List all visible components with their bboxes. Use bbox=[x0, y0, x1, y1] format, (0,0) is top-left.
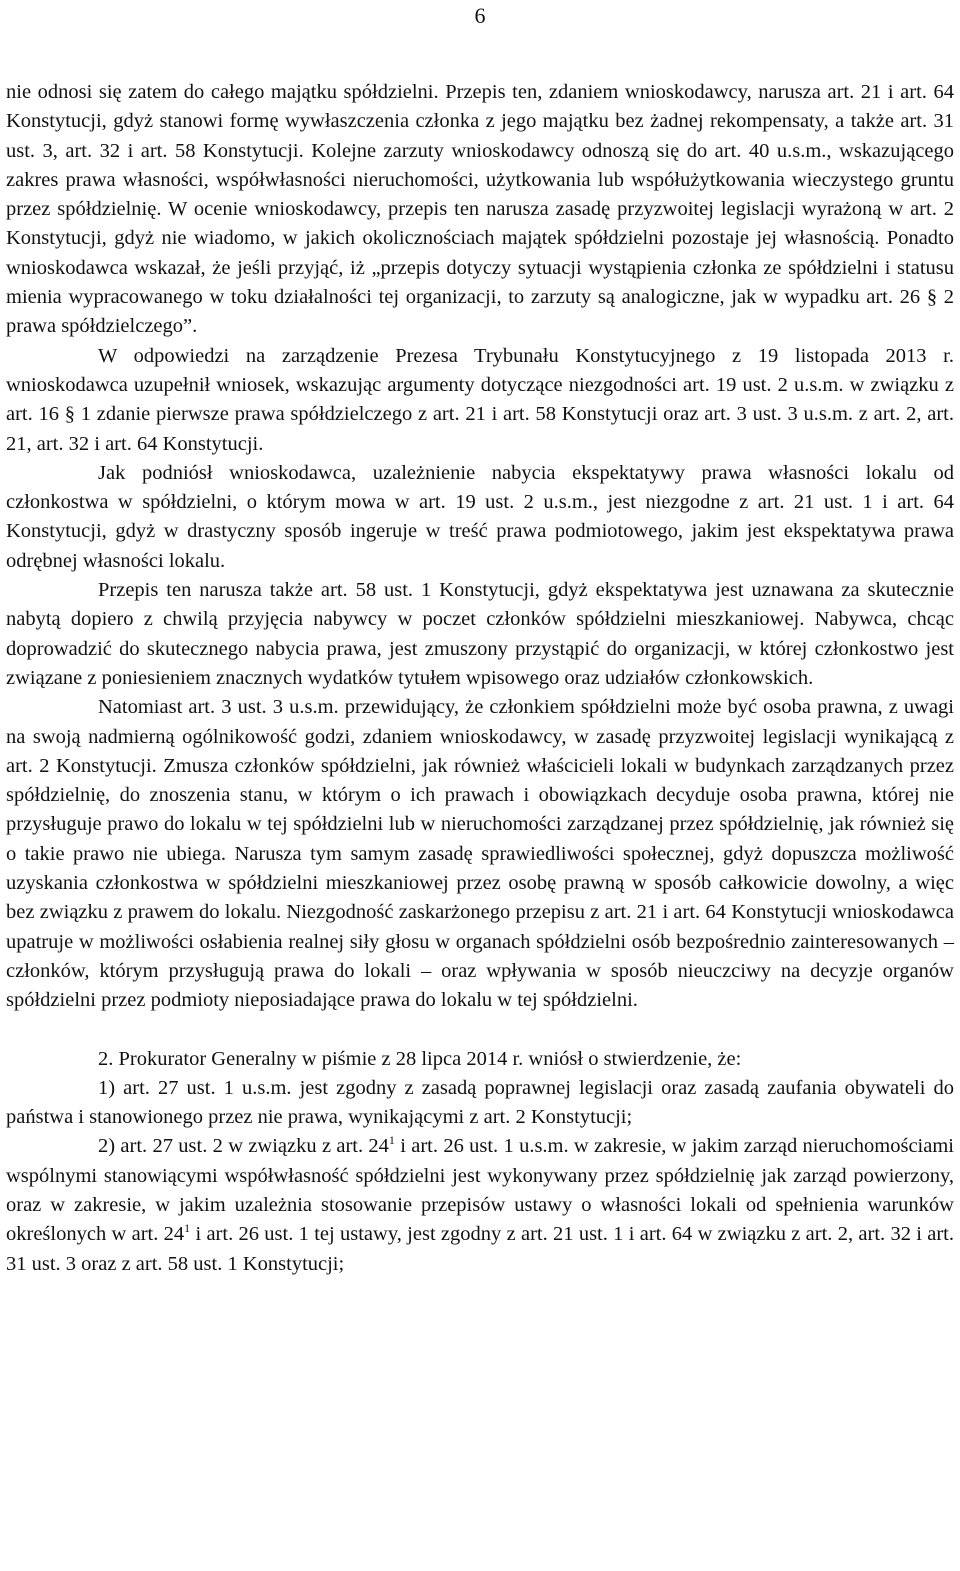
document-body bbox=[6, 78, 954, 1279]
paragraph-4: Przepis ten narusza także art. 58 ust. 1 Konstytucji, gdyż ekspektatywa jest uznawana za skutecznie nabytą dopiero z chwilą przyjęcia nabywcy w poczet członków spółdzielni mieszkaniowej. Nabywca, chcąc doprowadzić do skutecznego nabycia prawa, jest zmuszony przystąpić do organizacji, w której członkostwo jest związane z poniesieniem znacznych wydatków tytułem wpisowego oraz udziałów członkowskich. bbox=[6, 579, 954, 689]
paragraph-1: nie odnosi się zatem do całego majątku spółdzielni. Przepis ten, zdaniem wnioskodawcy, narusza art. 21 i art. 64 Konstytucji, gdyż stanowi formę wywłaszczenia członka z jego majątku bez żadnej rekompensaty, a także art. 31 ust. 3, art. 32 i art. 58 Konstytucji. Kolejne zarzuty wnioskodawcy odnoszą się do art. 40 u.s.m., wskazującego zakres prawa własności, współwłasności nieruchomości, użytkowania lub współużytkowania wieczystego gruntu przez spółdzielnię. W ocenie wnioskodawcy, przepis ten narusza zasadę przyzwoitej legislacji wyrażoną w art. 2 Konstytucji, gdyż nie wiadomo, w jakich okolicznościach majątek spółdzielni pozostaje jej własnością. Ponadto wnioskodawca wskazał, że jeśli przyjąć, iż „przepis dotyczy sytuacji wystąpienia członka ze spółdzielni i statusu mienia wypracowanego w toku działalności tej organizacji, to zarzuty są analogiczne, jak w wypadku art. 26 § 2 prawa spółdzielczego”. bbox=[6, 81, 954, 338]
list-item-2-part-1: 2) art. 27 ust. 2 w związku z art. 24 bbox=[98, 1135, 389, 1158]
page-number: 6 bbox=[474, 3, 486, 28]
list-item-1: 1) art. 27 ust. 1 u.s.m. jest zgodny z zasadą poprawnej legislacji oraz zasadą zaufania obywateli do państwa i stanowionego przez nie prawa, wynikającymi z art. 2 Konstytucji; bbox=[6, 1076, 954, 1129]
paragraph-prokurator: 2. Prokurator Generalny w piśmie z 28 lipca 2014 r. wniósł o stwierdzenie, że: bbox=[98, 1047, 742, 1070]
list-item-2-part-2: i art. 26 ust. 1 u.s.m. w zakresie, w jakim zarząd nieruchomościami wspólnymi stanowiącymi współwłasność spółdzielni jest wykonywany przez spółdzielnię jak zarząd powierzony, oraz w zakresie, w jakim uzależnia stosowanie przepisów ustawy o własności lokali od spełnienia warunków określonych w art. 24 bbox=[6, 1135, 954, 1246]
paragraph-gap bbox=[6, 1016, 954, 1045]
paragraph-2: W odpowiedzi na zarządzenie Prezesa Trybunału Konstytucyjnego z 19 listopada 2013 r. wnioskodawca uzupełnił wniosek, wskazując argumenty dotyczące niezgodności art. 19 ust. 2 u.s.m. w związku z art. 16 § 1 zdanie pierwsze prawa spółdzielczego z art. 21 i art. 58 Konstytucji oraz art. 3 ust. 3 u.s.m. z art. 2, art. 21, art. 32 i art. 64 Konstytucji. bbox=[6, 344, 954, 455]
superscript-2: 1 bbox=[184, 1221, 191, 1236]
list-item-2 bbox=[6, 1132, 954, 1278]
paragraph-3: Jak podniósł wnioskodawca, uzależnienie nabycia ekspektatywy prawa własności lokalu od członkostwa w spółdzielni, o którym mowa w art. 19 ust. 2 u.s.m., jest niezgodne z art. 21 ust. 1 i art. 64 Konstytucji, gdyż w drastyczny sposób ingeruje w treść prawa podmiotowego, jakim jest ekspektatywa prawa odrębnej własności lokalu. bbox=[6, 461, 954, 572]
document-page bbox=[6, 0, 954, 1571]
superscript-1: 1 bbox=[388, 1133, 395, 1148]
paragraph-5: Natomiast art. 3 ust. 3 u.s.m. przewidujący, że członkiem spółdzielni może być osoba prawna, z uwagi na swoją nadmierną ogólnikowość godzi, zdaniem wnioskodawcy, w zasadę przyzwoitej legislacji wynikającą z art. 2 Konstytucji. Zmusza członków spółdzielni, jak również właścicieli lokali w budynkach zarządzanych przez spółdzielnię, do znoszenia stanu, w którym o ich prawach i obowiązkach decyduje osoba prawna, której nie przysługuje prawo do lokalu w tej spółdzielni lub w nieruchomości zarządzanej przez spółdzielnię, jak również się o takie prawo nie ubiega. Narusza tym samym zasadę sprawiedliwości społecznej, gdyż dopuszcza możliwość uzyskania członkostwa w spółdzielni mieszkaniowej przez osobę prawną w sposób całkowicie dowolny, a więc bez związku z prawem do lokalu. Niezgodność zaskarżonego przepisu z art. 21 i art. 64 Konstytucji wnioskodawca upatruje w możliwości osłabienia realnej siły głosu w organach spółdzielni osób bezpośrednio zainteresowanych – członków, którym przysługują prawa do lokali – oraz wpływania w sposób nieuczciwy na decyzje organów spółdzielni przez podmioty nieposiadające prawa do lokalu w tej spółdzielni. bbox=[6, 696, 954, 1012]
list-item-2-part-3: i art. 26 ust. 1 tej ustawy, jest zgodny z art. 21 ust. 1 i art. 64 w związku z art. 2, art. 32 i art. 31 ust. 3 oraz z art. 58 ust. 1 Konstytucji; bbox=[6, 1223, 954, 1275]
